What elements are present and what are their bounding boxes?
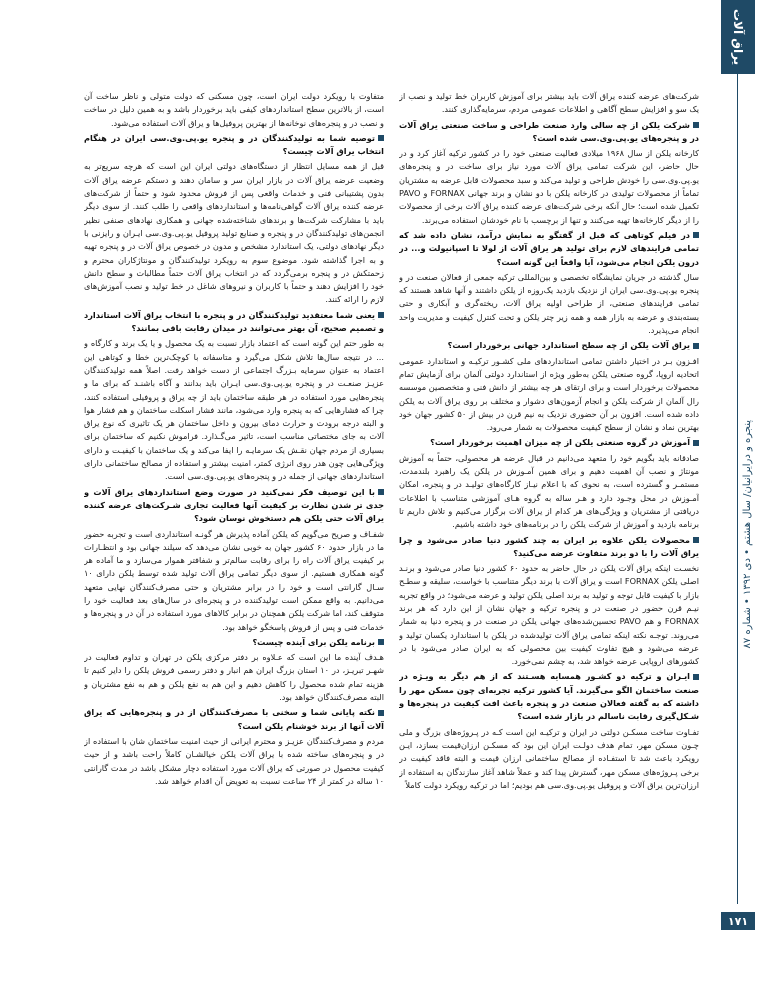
square-bullet-icon	[378, 639, 384, 645]
square-bullet-icon	[693, 232, 699, 238]
answer-paragraph: هـدف آینده ما این است که عـلاوه بر دفتر مرکزی یلکن در تهران و تداوم فعالیت در شهـر تبریـز، در ۱۰ استان بزرگ ایران هم انبار و دفتر رسمی فروش یلکن را دایر کنیم تا هزینه تمام شده محصول را کاهش دهیم و این هم به نفع یلکن و هم به نفع مشتریان و البته مصرف‌کنندگان خواهد بود.	[84, 652, 384, 703]
sidebar-rule	[737, 74, 739, 904]
interview-question	[399, 436, 699, 449]
page-number: ۱۷۱	[721, 912, 755, 930]
answer-paragraph: کارخانه یلکن از سال ۱۹۶۸ میلادی فعالیت صنعتی خود را در کشور ترکیه آغاز کرد و در حال حاضر، این شرکت تمامی یراق آلات مورد نیاز برای ساخت در و پنجره‌های یو.پی.وی.سی را خودش طراحی و تولید می‌کند و سبد محصولات قابل عرضه به مشتریان تماماً از محصولات تولیدی در کارخانه یلکن با دو نشان و برند جهانی FORNAX و PAVO تکمیل شده است؛ حال آنکه برخی شرکت‌های عرضه کننده یراق آلات برخی از محصولات را از دیگر کارخانه‌ها تهیه می‌کنند و تنها از برچسب با نام خودشان استفاده می‌برند.	[399, 148, 699, 225]
interview-question	[399, 670, 699, 723]
square-bullet-icon	[378, 710, 384, 716]
answer-paragraph: قبل از همه مسایل انتظار از دستگاه‌های دولتی ایران این است که هرچه سریع‌تر به وضعیت عرضه یراق آلات در بازار ایران سر و سامان دهند و دستکم عرضه یراق آلات بدون پشتیبانی فنی و خدمات واقعی پس از فروش محدود شود و حتماً از شرکت‌های عرضه کننده یراق آلات گواهی‌نامه‌ها و استانداردهای واقعی را طلب کنند. از سوی دیگر باید با مشارکت شرکت‌ها و برندهای شناخته‌شده جهانی و همکاری نهادهای صنفی نظیر انجمن‌های تولیدکنندگان در و پنجره و صنایع تولید پروفیل یو.پی.وی.سی ایـران و رایزنی با دیگر نهادهای دولتی، یک استاندارد مشخص و مدون در خصوص یراق آلات در و پنجره تهیه و به اجرا گذاشته شود. موضوع سوم به رویکرد تولیدکنندگان و مونتاژکاران محترم و زحمتکش در و پنجره برمی‌گردد که در انتخاب یراق آلات حتماً مطالبات و سطح دانش خود را افزایش دهند و حتماً با کاربران و نیروهای شاغل در خط تولید و نصب آموزش‌های لازم را ارائه کنند.	[84, 161, 384, 305]
answer-paragraph: افـزون بـر در اختیار داشتن تمامی استانداردهای ملی کشـور ترکیـه و استاندارد عمومی اتحادیه اروپا، گروه صنعتی یلکن به‌طور ویژه از استاندارد دولتی آلمان برای آزمایش تمام محصولات برخوردار است و برای ارتقای هر چه بیشتر از دانش فنی و متخصصین موسسه رال آلمان از شرکت یلکن و انجام آزمون‌های دشوار و مختلف بر روی یراق آلات به یلکن داده شده است. افزون بر آن حضوری نزدیک به نیم قرن در بیش از ۵۰ کشور جهان خود بهترین نماد و نشان از سطح کیفیت محصولات به شمار می‌رود.	[399, 355, 699, 433]
answer-paragraph: شرکت‌های عرضه کننده یراق آلات باید بیشتر برای آموزش کاربران خط تولید و نصب از یک سو و افزایش سطح آگاهی و اطلاعات عمومی مردم، سرمایه‌گذاری کنند.	[399, 91, 699, 115]
sidebar	[721, 0, 765, 990]
journal-issue-line: پنجره و درایرانیان/ سال هشتم • دی ۱۳۹۲ • شماره ۸۷	[742, 420, 753, 649]
answer-paragraph: متفاوت با رویکرد دولت ایران است، چون مسکنی که دولت متولی و ناظر ساخت آن است، از بالاترین سطح استانداردهای کیفی باید برخوردار باشد و به همین دلیل در ساخت و نصب در و پنجره‌های نوخانه‌ها از بهترین پروفیل‌ها و یراق آلات استفاده می‌شود.	[84, 91, 384, 128]
answer-paragraph: سال گذشته در جریان نمایشگاه تخصصی و بین‌المللی ترکیه جمعی از فعالان صنعت در و پنجره یو.پی.وی.سی ایران از نزدیک بازدید یک‌روزه از یلکن داشتند و آنها شاهد هستند که تمامی فرایندهای صنعتی، از طراحی اولیه یراق آلات، ریخته‌گری و آبکاری و حتی بسته‌بندی و عرضه به بازار همه و همه زیر چتر یلکن و تحت کنترل کیفیت و مدیریت واحد انجام می‌پذیرد.	[399, 271, 699, 336]
interview-question	[399, 534, 699, 561]
answer-paragraph: به طور حتم این گونه است که اعتماد بازار نسبت به یک محصول و یا یک برند و کارگاه و ... در نتیجه سال‌ها تلاش شکل می‌گیرد و متاسفانه با کوچک‌ترین خطا و کوتاهی این اعتماد به عنوان سرمایه بـزرگ اجتماعی از دست خواهد رفت. اصلاً همه تولیدکنندگان عزیـز صنعـت در و پنجره یو.پی.وی.سی ایـران باید بدانند و آگاه باشنـد که برای ما و پنجره‌هایی مورد استفاده در هر طبقه ساختمان باید از چه یراق و پروفیلی استفاده کنند، چرا که فشارهایی که به پنجره وارد می‌شود، مانند فشار اسکلت ساختمان و هم فشار هوا و البته درجه برودت و حرارت دمای بیرون و داخل ساختمان هر یک تاثیری که نوع یراق آلات به جای مختصاتی مناسب است، تاثیر می‌گـذارد. فراموش نکنیم که ساختمان برای بسیاری از مردم جهان نقـش یک سرمایـه را ایفا می‌کند و یک ساختمان با کیفیـت و دارای ویژگی‌هایی چون هدر روی انرژی کمتر، امنیت بیشتر و استفاده از مصالح ساختمانی دارای استانداردهای جهانی از جمله در و پنجره‌های یو.پی.وی.سی است.	[84, 338, 384, 482]
interview-question	[399, 339, 699, 352]
answer-paragraph: صادقانه باید بگویم خود را متعهد می‌دانیم در قبال عرضه هر محصولی، حتماً به آموزش مونتاژ و نصب آن اهمیت دهیم و برای همین آمـوزش در یلکن یک راهبرد بلندمدت، مستمـر و گسترده است، به نحوی که با اعلام نیـاز کارگاه‌های تولیـد در و پنجره، امکان آمـوزش در محل وجـود دارد و هـر ساله به گروه هـای آموزشی متناسب با اطلاعات دریافتی از مشتریان و ویژگی‌های هر کدام از یراق آلات برگزار می‌کنیم و تلاش داریم تا برنامه بازدید و آموزش از شرکت یلکن را در برنامه‌های خود داشته باشیم.	[399, 452, 699, 530]
square-bullet-icon	[693, 122, 699, 128]
interview-question	[84, 309, 384, 336]
question-text: یراق آلات یلکن از چه سطح استاندارد جهانی برخوردار است؟	[447, 340, 690, 351]
interview-question	[84, 132, 384, 159]
square-bullet-icon	[693, 674, 699, 680]
question-text: آموزش در گروه صنعتی یلکن از چه میزان اهمیت برخوردار است؟	[430, 437, 690, 448]
question-text: با این توصیف فکر نمی‌کنید در صورت وضع استانداردهای یراق آلات و جدی تر شدن نظارت بر کیفیت آنها فعالیت تجاری شـرکت‌های عرضه کننده یراق آلات حتی یلکن هم دستخوش نوسان شود؟	[84, 486, 384, 524]
question-text: توصیه شما به تولیدکنندگان در و پنجره یو.پی.وی.سی ایران در هنگام انتخاب یراق آلات چیست؟	[84, 132, 384, 157]
question-text: محصولات یلکن علاوه بر ایران به چند کشور دنیا صادر می‌شود و چرا یراق آلات را با دو برند متفاوت عرضه می‌کنید؟	[399, 534, 699, 558]
square-bullet-icon	[378, 489, 384, 495]
square-bullet-icon	[693, 440, 699, 446]
section-tab	[721, 0, 755, 74]
interview-question	[84, 636, 384, 649]
answer-paragraph: مردم و مصرف‌کنندگان عزیـز و محترم ایرانی از حیث امنیت ساختمان شان با استفاده از در و پنجره‌های ساخته شده با یراق آلات یلکن خیالشـان کاملاً راحت باشد و از حیث کیفیت محصول در صورتی که یراق آلات مورد استفاده دچار مشکل باشد در مدت گارانتی ۱۰ ساله در کمتر از ۲۴ ساعت نسبت به تعویض آن اقدام خواهد شد.	[84, 735, 384, 786]
square-bullet-icon	[693, 537, 699, 543]
question-text: در فیلم کوتاهی که قبل از گفتگو به نمایش درآمد، نشان داده شد که تمامی فرایندهای لازم برای تولید هر یراق آلات از لولا تا اسپانیولت و... در درون یلکن انجام می‌شود، آیا واقعاً این گونه است؟	[399, 229, 699, 267]
question-text: برنامه یلکن برای آینده چیست؟	[252, 636, 375, 647]
square-bullet-icon	[378, 312, 384, 318]
article-column-left	[84, 90, 384, 920]
answer-paragraph: تفـاوت ساخت مسکـن دولتی در ایران و ترکیـه این است کـه در پـروژه‌های بزرگ و ملی چـون مسکن مهر، تمام هدف دولـت ایران این بود که مسکـن ارزان‌قیمت بسازد، ایـن رویکرد باعث شد تا استفـاده از مصالح ساختمانی ارزان قیمت و البته فاقد کیفیت در برخی پـروژه‌های مسکن مهر، گسترش پیدا کند و عملاً شاهد آغاز سازندگان به استفاده از ارزان‌ترین یراق آلات و پروفیل یو.پی.وی.سی هم بودیم؛ اما در ترکیه رویکرد دولت کاملاً	[399, 726, 699, 790]
answer-paragraph: شفـاف و صریح می‌گویم که یلکن آماده پذیرش هر گونـه استانداردی است و تجربه حضور ما در بازار حدود ۶۰ کشور جهان به خوبی نشان می‌دهد که سیلند جهانی بود و انتظـارات بر کیفیت یراق آلات راه را برای رقابت سالم‌تر و شفافتر هموار می‌سازد و ما آماده هر گونه همکاری هستیم. از سوی دیگر تمامی یراق آلات تولید شده توسط یلکن دارای ۱۰ سـال گارانتی است و خود را در برابر مشتریان و حتی مصرف‌کنندگان نهایی متعهد می‌دانیم. به واقع ممکن است تولیدکننده در و پنجره‌ای در سال‌های بعد فعالیت خود را متوقف کند، اما شرکت یلکن همچنان در برابر کالاهای مورد استفاده در آن در و پنجره‌ها و خدمات فنی و پس از فروش پاسخگو خواهد بود.	[84, 528, 384, 632]
interview-question	[399, 229, 699, 269]
interview-question	[84, 706, 384, 733]
question-text: یعنی شما معتقدید تولیدکنندگان در و پنجره با انتخاب یراق آلات استاندارد و تصمیم صحیح، آن بهتر می‌توانند در میدان رقابت باقی بمانند؟	[84, 309, 384, 334]
question-text: ایـران و ترکیه دو کشـور همسایه هسـتند که از هم دیگر به ویـژه در صنعت ساختمان الگو می‌گیرند. آیا کشور ترکیه تجربه‌ای چون مسکن مهر را داشته که به گفته فعالان صنعت در و پنجره باعث افت کیفیت در پنجره‌ها و شـکل‌گیری رقابت ناسالم در بازار شده است؟	[399, 671, 699, 722]
question-text: نکته پایانی شما و سخنی با مصرف‌کنندگان از در و پنجره‌هایی که یراق آلات آنها از برند خوشنام یلکن است؟	[84, 707, 384, 731]
square-bullet-icon	[693, 343, 699, 349]
article-column-right	[399, 90, 699, 920]
interview-question	[399, 119, 699, 146]
section-title: یراق آلات	[731, 8, 745, 66]
question-text: شرکت یلکن از چه سالی وارد صنعت طراحی و ساخت صنعتی یراق آلات در و پنجره‌های یو.پی.وی.سی شده است؟	[399, 119, 699, 143]
answer-paragraph: نخسـت اینکه یراق آلات یلکن در حال حاضر به حدود ۶۰ کشور دنیا صادر می‌شود و برنـد اصلی یلکن FORNAX است و یراق آلات با برند دیگر متناسب با خواست، سلیقه و سطـح بازار با کیفیت قابل توجه و تولید به برند اصلی یلکن تولید و عرضه می‌شود؛ در واقع تجربه نیـم قرن حضور در صنعت در و پنجره ترکیه و جهان نشان از این دارد که هر برند FORNAX و هم PAVO تحسین‌شده‌های جهانی یلکن در صنعت در و پنجره دنیا به شمار می‌روند. توجـه نکته اینکه تمامی یراق آلات تولیدشده در یلکن با استاندارد یکسان تولید و عرضه می‌شود و هیچ تفاوت کیفیت بین محصولی که به ایران صادر می‌شود با در کشورهای اروپایی عرضه خواهد شد، به چشم نمی‌خورد.	[399, 563, 699, 667]
interview-question	[84, 486, 384, 526]
square-bullet-icon	[378, 135, 384, 141]
